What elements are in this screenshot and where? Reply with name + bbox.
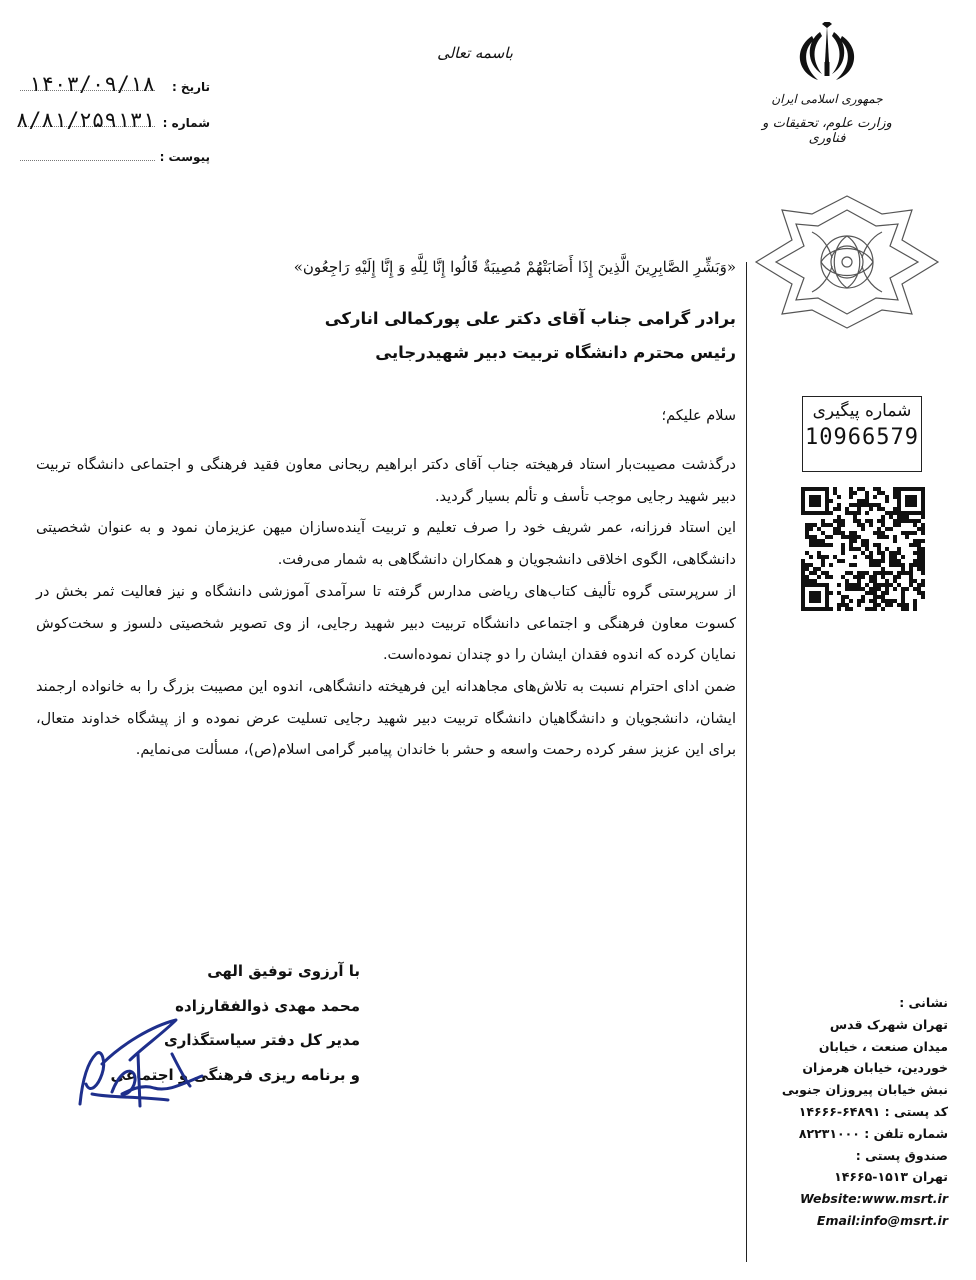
body-paragraph: این استاد فرزانه، عمر شریف خود را صرف تعلیم و تربیت آینده‌سازان میهن عزیزمان نمود و به عنوان شخصیتی دانشگاهی، الگوی اخلاقی دانشجویان و همکاران دانشگاهی به شمار می‌رفت. xyxy=(36,520,736,569)
tracking-label: شماره پیگیری xyxy=(812,401,912,421)
website-link[interactable]: Website:www.msrt.ir xyxy=(800,1191,948,1207)
greeting: سلام علیکم؛ xyxy=(661,408,736,424)
ministry-name: وزارت علوم، تحقیقات و فناوری xyxy=(762,116,892,146)
vertical-divider xyxy=(746,262,747,1262)
address-line: میدان صنعت ، خیابان xyxy=(818,1038,948,1054)
number-line xyxy=(15,108,210,134)
signer-title-line1: مدیر کل دفتر سیاستگذاری xyxy=(164,1031,360,1049)
attachment-label: پیوست : xyxy=(159,150,210,164)
signer-name: محمد مهدی ذوالفقارزاده xyxy=(175,996,360,1015)
quran-verse: «وَبَشِّرِ الصَّابِرِينَ الَّذِينَ إِذَا أَصَابَتْهُمْ مُصِيبَةٌ قَالُوا إِنَّا لِلَّهِ وَ إِنَّا إِلَيْهِ رَاجِعُون» xyxy=(293,258,736,276)
address-label: نشانی : xyxy=(899,995,948,1010)
islamic-ornament-icon xyxy=(752,192,942,332)
tracking-number: 10966579 xyxy=(805,425,919,450)
postal-code: کد پستی : ۶۴۸۹۱-۱۴۶۶۶ xyxy=(798,1103,948,1119)
body-paragraph: از سرپرستی گروه تألیف کتاب‌های ریاضی مدارس گرفته تا سرآمدی آموزشی دانشگاه و نیز فعالیت ثمر بخش در کسوت معاون فرهنگی و اجتماعی دانشگاه تربیت دبیر شهید رجایی، از وی تصویر شخصیتی دلسوز و سخت‌کوش نمایان کرده که اندوه فقدان ایشان را دو چندان نموده‌است. xyxy=(36,583,736,664)
address-line: خوردین، خیابان هرمزان xyxy=(802,1060,948,1076)
ministry-header xyxy=(742,22,912,146)
header-motto: باسمه تعالی xyxy=(437,44,513,62)
date-line xyxy=(20,72,210,98)
qr-code-icon xyxy=(801,487,925,611)
handwritten-signature xyxy=(72,1014,222,1114)
body-paragraph: درگذشت مصیبت‌بار استاد فرهیخته جناب آقای دکتر ابراهیم ریحانی معاون فقید فرهنگی و اجتماعی دانشگاه تربیت دبیر شهید رجایی موجب تأسف و تألم بسیار گردید. xyxy=(36,457,736,505)
address-line: نبش خیابان پیروزان جنوبی xyxy=(781,1082,948,1098)
address-line: تهران شهرک قدس xyxy=(829,1016,948,1032)
iran-emblem-icon xyxy=(792,22,862,86)
number-value: ۸/۸۱/۲۵۹۱۳۱ xyxy=(15,108,155,132)
ministry-country: جمهوری اسلامی ایران xyxy=(771,92,883,106)
po-box-number: تهران ۱۵۱۳-۱۴۶۶۵ xyxy=(834,1169,948,1185)
po-box-label: صندوق پستی : xyxy=(855,1147,948,1163)
email-link[interactable]: Email:info@msrt.ir xyxy=(816,1212,948,1228)
attachment-line xyxy=(20,146,210,168)
addressee-title: رئیس محترم دانشگاه تربیت دبیر شهیدرجایی xyxy=(375,343,736,362)
addressee-name: برادر گرامی جناب آقای دکتر علی پورکمالی انارکی xyxy=(324,309,736,328)
letter-body xyxy=(36,258,736,767)
address-block xyxy=(778,992,948,1232)
body-paragraph: ضمن ادای احترام نسبت به تلاش‌های مجاهدانه این فرهیخته دانشگاهی، اندوه این مصیبت بزرگ را به خانواده ارجمند ایشان، دانشجویان و دانشگاهیان دانشگاه تربیت دبیر شهید رجایی تسلیت عرض نموده و از پیشگاه خداوند متعال، برای این عزیز سفر کرده رحمت واسعه و حشر با خاندان پیامبر گرامی اسلام(ص)، مسألت می‌نمایم. xyxy=(36,678,736,759)
tracking-box xyxy=(802,396,922,472)
number-label: شماره : xyxy=(162,116,210,130)
date-value: ۱۴۰۳/۰۹/۱۸ xyxy=(28,72,155,96)
date-label: تاریخ : xyxy=(171,80,210,94)
phone-number: شماره تلفن : ۸۲۲۳۱۰۰۰ xyxy=(798,1125,948,1141)
signer-title-line2: و برنامه ریزی فرهنگی و اجتماعی xyxy=(110,1065,360,1084)
closing-phrase: با آرزوی توفیق الهی xyxy=(207,962,360,980)
